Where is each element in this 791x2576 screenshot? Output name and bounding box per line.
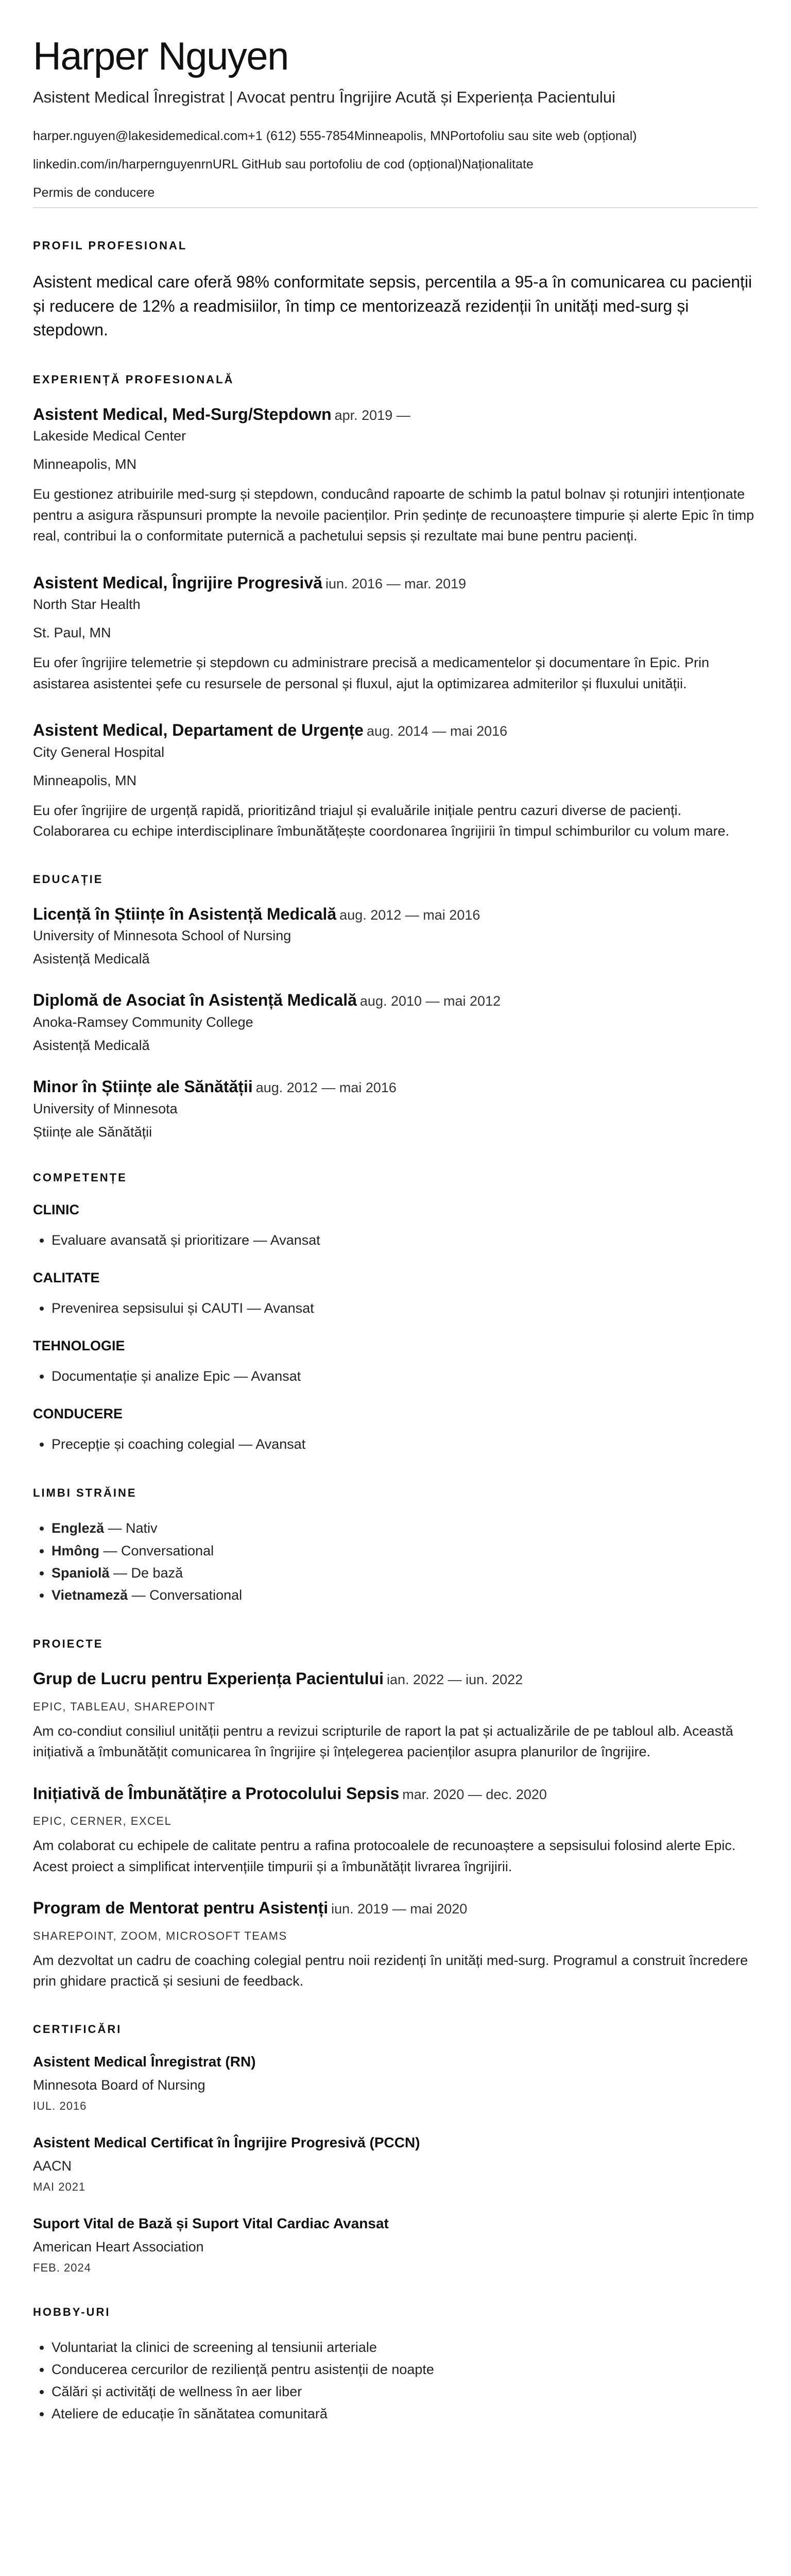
skill-list xyxy=(33,1433,758,1455)
education-entry xyxy=(33,904,758,968)
skill-list xyxy=(33,1365,758,1387)
job-location: St. Paul, MN xyxy=(33,625,111,641)
entry-header xyxy=(33,404,758,426)
section-title: CERTIFICĂRI xyxy=(33,2022,122,2036)
language-name: Engleză xyxy=(51,1520,105,1536)
job-location: Minneapolis, MN xyxy=(33,456,137,472)
section-title: HOBBY-URI xyxy=(33,2305,111,2318)
education-section xyxy=(33,873,758,1140)
project-description: Am dezvoltat un cadru de coaching colegial pentru noii rezidenți în unități med-surg. Programul a construit încredere prin ghidare practică și sesiuni de feedback. xyxy=(33,1952,748,1989)
project-dates: iun. 2019 — mai 2020 xyxy=(331,1901,468,1917)
certification-date: IUL. 2016 xyxy=(33,2099,87,2112)
skill-list xyxy=(33,1297,758,1319)
degree-title: Diplomă de Asociat în Asistență Medicală xyxy=(33,991,357,1010)
certification-issuer: Minnesota Board of Nursing xyxy=(33,2077,205,2093)
school-name: Anoka-Ramsey Community College xyxy=(33,1014,253,1030)
summary-text: Asistent medical care oferă 98% conformitate sepsis, percentila a 95-a în comunicarea cu pacienții și reducere de 12% a readmisiilor, în timp ce mentorizează rezidenții în unități med-surg și stepdown. xyxy=(33,273,752,340)
field-of-study: Asistență Medicală xyxy=(33,951,150,967)
employer: Lakeside Medical Center xyxy=(33,428,186,444)
skill-category: CLINIC xyxy=(33,1201,79,1217)
job-dates: aug. 2014 — mai 2016 xyxy=(366,723,508,739)
certifications-section xyxy=(33,2023,758,2275)
certification-entry xyxy=(33,2215,758,2275)
language-name: Hmông xyxy=(51,1543,99,1558)
employer: City General Hospital xyxy=(33,744,165,760)
contact-row-links xyxy=(33,156,758,174)
language-level: — Nativ xyxy=(104,1520,158,1536)
certification-name: Asistent Medical Certificat în Îngrijire Progresivă (PCCN) xyxy=(33,2134,420,2150)
skill-group xyxy=(33,1270,758,1319)
skill-item: • Evaluare avansată și prioritizare — Avansat xyxy=(51,1229,758,1251)
hobbies-section xyxy=(33,2306,758,2426)
experience-section xyxy=(33,373,758,842)
degree-dates: aug. 2012 — mai 2016 xyxy=(255,1080,397,1096)
hobbies-list xyxy=(33,2336,758,2426)
projects-section xyxy=(33,1637,758,1992)
project-dates: mar. 2020 — dec. 2020 xyxy=(402,1786,547,1802)
project-tech: EPIC, CERNER, EXCEL xyxy=(33,1815,172,1828)
degree-dates: aug. 2010 — mai 2012 xyxy=(359,993,501,1009)
certification-name: Suport Vital de Bază și Suport Vital Cardiac Avansat xyxy=(33,2215,389,2231)
headline: Asistent Medical Înregistrat | Avocat pentru Îngrijire Acută și Experiența Pacientului xyxy=(33,88,615,107)
field-of-study: Asistență Medicală xyxy=(33,1038,150,1054)
skill-list xyxy=(33,1229,758,1251)
degree-title: Minor în Științe ale Sănătății xyxy=(33,1077,253,1096)
language-level: — De bază xyxy=(109,1565,183,1581)
job-title: Asistent Medical, Departament de Urgențe xyxy=(33,721,364,740)
language-level: — Conversational xyxy=(99,1543,214,1558)
job-dates: iun. 2016 — mar. 2019 xyxy=(325,575,467,591)
job-description: Eu gestionez atribuirile med-surg și stepdown, conducând rapoarte de schimb la patul bolnav și rotunjiri intenționate pentru a asigura răspunsuri prompte la nevoile pacienților. Prin ședințe de recunoaștere timpurie și alerte Epic în timp real, contribui la o conformitate puternică a pachetului sepsis și rezultate mai bune pentru pacienți. xyxy=(33,486,754,544)
job-title: Asistent Medical, Med-Surg/Stepdown xyxy=(33,404,332,423)
project-tech: SHAREPOINT, ZOOM, MICROSOFT TEAMS xyxy=(33,1929,287,1942)
skill-item: • Documentație și analize Epic — Avansat xyxy=(51,1365,758,1387)
field-of-study: Științe ale Sănătății xyxy=(33,1124,152,1140)
license: Permis de conducere xyxy=(33,184,758,208)
education-entry xyxy=(33,990,758,1054)
nationality: Naționalitate xyxy=(461,157,534,172)
job-description: Eu ofer îngrijire telemetrie și stepdown cu administrare precisă a medicamentelor și documentare în Epic. Prin asistarea asistentei șefe cu resursele de personal și fluxul, ajut la optimizarea admiterilor și fluxului unității. xyxy=(33,655,710,691)
summary-section xyxy=(33,239,758,342)
hobby-item: • Ateliere de educație în sănătatea comunitară xyxy=(51,2403,758,2425)
language-item xyxy=(51,1562,758,1584)
skill-item: • Precepție și coaching colegial — Avansat xyxy=(51,1433,758,1455)
project-description: Am colaborat cu echipele de calitate pentru a rafina protocoalele de recunoaștere a sepsisului folosind alerte Epic. Acest proiect a simplificat intervențiile timpurii și a îmbunătățit livrarea îngrijirii. xyxy=(33,1838,736,1874)
school-name: University of Minnesota xyxy=(33,1100,178,1116)
skill-group xyxy=(33,1406,758,1455)
experience-entry xyxy=(33,720,758,842)
language-name: Vietnameză xyxy=(51,1587,128,1603)
section-title: PROIECTE xyxy=(33,1637,104,1651)
entry-header xyxy=(33,904,758,925)
section-title: COMPETENȚE xyxy=(33,1171,127,1184)
languages-section xyxy=(33,1486,758,1606)
skill-category: CONDUCERE xyxy=(33,1406,123,1422)
skill-group xyxy=(33,1338,758,1387)
entry-header xyxy=(33,1076,758,1098)
entry-header xyxy=(33,990,758,1011)
certification-entry xyxy=(33,2054,758,2113)
languages-list xyxy=(33,1517,758,1606)
certification-date: MAI 2021 xyxy=(33,2180,86,2193)
job-description: Eu ofer îngrijire de urgență rapidă, prioritizând triajul și evaluările inițiale pentru cazuri diverse de pacienți. Colaborarea cu echipe interdisciplinare îmbunătățește coordonarea îngrijirii în timpul schimburilor cu volum mare. xyxy=(33,802,730,839)
language-item xyxy=(51,1540,758,1562)
skill-category: CALITATE xyxy=(33,1269,100,1285)
section-title: EXPERIENȚĂ PROFESIONALĂ xyxy=(33,372,234,386)
entry-header xyxy=(33,1668,758,1690)
email-link[interactable]: harper.nguyen@lakesidemedical.com xyxy=(33,129,248,144)
project-name: Program de Mentorat pentru Asistenți xyxy=(33,1899,329,1918)
certification-entry xyxy=(33,2134,758,2194)
language-item xyxy=(51,1517,758,1539)
degree-title: Licență în Științe în Asistență Medicală xyxy=(33,904,337,923)
project-name: Grup de Lucru pentru Experiența Pacientului xyxy=(33,1669,384,1688)
hobby-item: • Conducerea cercurilor de reziliență pentru asistenții de noapte xyxy=(51,2359,758,2381)
school-name: University of Minnesota School of Nursing xyxy=(33,928,291,944)
entry-header xyxy=(33,1783,758,1805)
project-tech: EPIC, TABLEAU, SHAREPOINT xyxy=(33,1700,216,1713)
website-link[interactable]: Portofoliu sau site web (opțional) xyxy=(450,129,637,144)
section-title: LIMBI STRĂINE xyxy=(33,1486,137,1500)
experience-entry xyxy=(33,404,758,547)
entry-header xyxy=(33,572,758,594)
degree-dates: aug. 2012 — mai 2016 xyxy=(339,907,480,923)
language-item xyxy=(51,1584,758,1606)
certification-date: FEB. 2024 xyxy=(33,2261,91,2274)
language-name: Spaniolă xyxy=(51,1565,110,1581)
project-entry xyxy=(33,1897,758,1992)
project-description: Am co-condiut consiliul unității pentru a revizui scripturile de raport la pat și actualizările de pe tabloul alb. Această inițiativă a îmbunătățit comunicarea în îngrijire și înțelegerea pacienților asupra planurilor de îngrijire. xyxy=(33,1723,733,1760)
project-entry xyxy=(33,1668,758,1762)
language-level: — Conversational xyxy=(128,1587,243,1603)
section-title: EDUCAȚIE xyxy=(33,872,104,886)
entry-header xyxy=(33,1897,758,1919)
certification-name: Asistent Medical Înregistrat (RN) xyxy=(33,2053,256,2070)
skill-group xyxy=(33,1202,758,1251)
candidate-name: Harper Nguyen xyxy=(33,35,288,78)
skills-section xyxy=(33,1171,758,1456)
linkedin-link[interactable]: linkedin.com/in/harpernguyenrnURL GitHub sau portofoliu de cod (opțional) xyxy=(33,157,462,172)
project-name: Inițiativă de Îmbunătățire a Protocolului Sepsis xyxy=(33,1784,400,1803)
entry-header xyxy=(33,720,758,741)
project-entry xyxy=(33,1783,758,1877)
hobby-item: • Voluntariat la clinici de screening al tensiunii arteriale xyxy=(51,2336,758,2359)
certification-issuer: AACN xyxy=(33,2158,72,2174)
education-entry xyxy=(33,1076,758,1140)
certification-issuer: American Heart Association xyxy=(33,2239,204,2255)
job-title: Asistent Medical, Îngrijire Progresivă xyxy=(33,573,322,592)
hobby-item: • Călări și activități de wellness în aer liber xyxy=(51,2381,758,2403)
section-title: PROFIL PROFESIONAL xyxy=(33,239,187,252)
skill-category: TEHNOLOGIE xyxy=(33,1338,125,1353)
job-dates: apr. 2019 — xyxy=(334,407,410,423)
project-dates: ian. 2022 — iun. 2022 xyxy=(387,1672,523,1688)
job-location: Minneapolis, MN xyxy=(33,772,137,788)
phone: +1 (612) 555-7854 xyxy=(248,129,354,144)
contact-row xyxy=(33,127,758,145)
employer: North Star Health xyxy=(33,597,141,613)
skill-item: • Prevenirea sepsisului și CAUTI — Avansat xyxy=(51,1297,758,1319)
experience-entry xyxy=(33,572,758,694)
location: Minneapolis, MN xyxy=(354,129,450,144)
